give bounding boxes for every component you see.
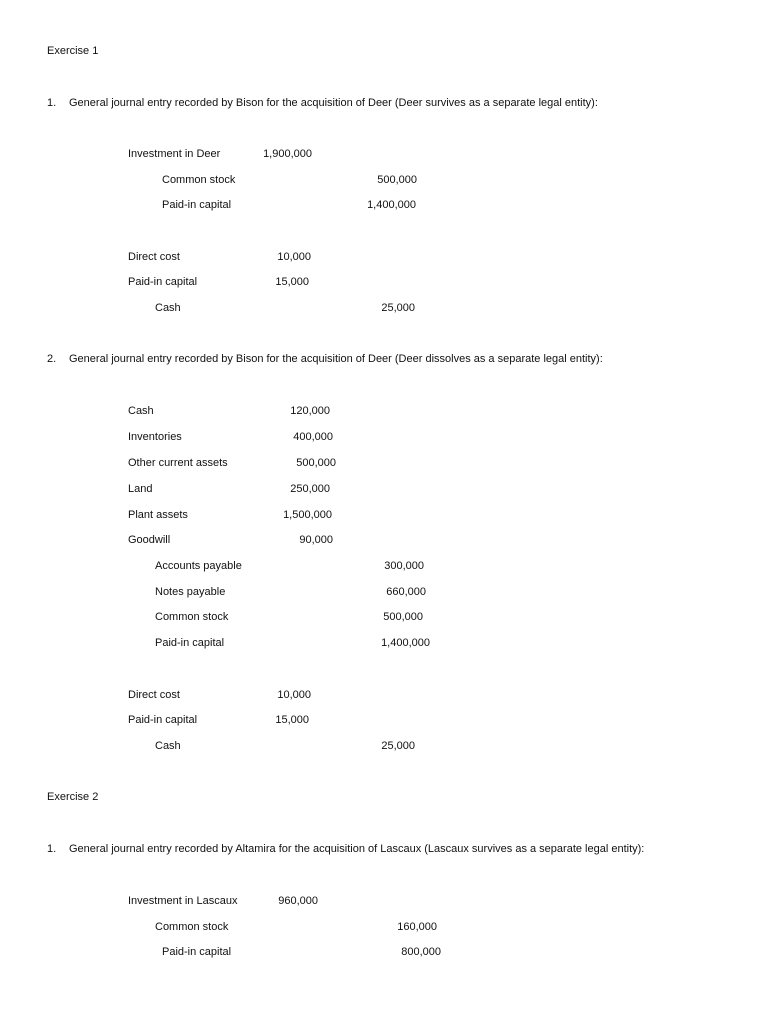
credit-amount: 1,400,000 bbox=[367, 199, 416, 211]
account-name: Investment in Lascaux bbox=[128, 895, 238, 907]
credit-amount: 160,000 bbox=[397, 921, 437, 933]
account-name: Land bbox=[128, 483, 153, 495]
account-name: Cash bbox=[155, 740, 181, 752]
credit-amount: 800,000 bbox=[401, 946, 441, 958]
account-name: Notes payable bbox=[155, 586, 226, 598]
debit-amount: 10,000 bbox=[277, 251, 311, 263]
account-name: Paid-in capital bbox=[162, 199, 232, 211]
account-name: Direct cost bbox=[128, 689, 180, 701]
account-name: Investment in Deer bbox=[128, 148, 221, 160]
account-name: Common stock bbox=[155, 921, 229, 933]
item-description: General journal entry recorded by Altamira for the acquisition of Lascaux (Lascaux survives as a separate legal entity): bbox=[69, 843, 645, 855]
account-name: Cash bbox=[128, 405, 154, 417]
debit-amount: 1,500,000 bbox=[283, 509, 332, 521]
credit-amount: 500,000 bbox=[383, 611, 423, 623]
debit-amount: 10,000 bbox=[277, 689, 311, 701]
account-name: Paid-in capital bbox=[155, 637, 225, 649]
account-name: Accounts payable bbox=[155, 560, 242, 572]
account-name: Paid-in capital bbox=[128, 714, 198, 726]
credit-amount: 500,000 bbox=[377, 174, 417, 186]
account-name: Paid-in capital bbox=[128, 276, 198, 288]
debit-amount: 90,000 bbox=[299, 534, 333, 546]
account-name: Direct cost bbox=[128, 251, 180, 263]
debit-amount: 400,000 bbox=[293, 431, 333, 443]
item-number: 1. bbox=[47, 97, 57, 109]
debit-amount: 960,000 bbox=[278, 895, 318, 907]
item-number: 1. bbox=[47, 843, 57, 855]
debit-amount: 250,000 bbox=[290, 483, 330, 495]
debit-amount: 120,000 bbox=[290, 405, 330, 417]
exercise-2-heading: Exercise 2 bbox=[47, 791, 99, 803]
credit-amount: 25,000 bbox=[381, 740, 415, 752]
account-name: Other current assets bbox=[128, 457, 228, 469]
item-description: General journal entry recorded by Bison for the acquisition of Deer (Deer dissolves as a separate legal entity): bbox=[69, 353, 603, 365]
item-number: 2. bbox=[47, 353, 57, 365]
debit-amount: 15,000 bbox=[275, 714, 309, 726]
credit-amount: 1,400,000 bbox=[381, 637, 430, 649]
item-description: General journal entry recorded by Bison for the acquisition of Deer (Deer survives as a separate legal entity): bbox=[69, 97, 598, 109]
account-name: Paid-in capital bbox=[162, 946, 232, 958]
debit-amount: 1,900,000 bbox=[263, 148, 312, 160]
account-name: Inventories bbox=[128, 431, 182, 443]
credit-amount: 25,000 bbox=[381, 302, 415, 314]
debit-amount: 500,000 bbox=[296, 457, 336, 469]
account-name: Cash bbox=[155, 302, 181, 314]
credit-amount: 300,000 bbox=[384, 560, 424, 572]
debit-amount: 15,000 bbox=[275, 276, 309, 288]
account-name: Common stock bbox=[162, 174, 236, 186]
credit-amount: 660,000 bbox=[386, 586, 426, 598]
account-name: Goodwill bbox=[128, 534, 171, 546]
exercise-1-heading: Exercise 1 bbox=[47, 45, 99, 57]
account-name: Common stock bbox=[155, 611, 229, 623]
account-name: Plant assets bbox=[128, 509, 188, 521]
